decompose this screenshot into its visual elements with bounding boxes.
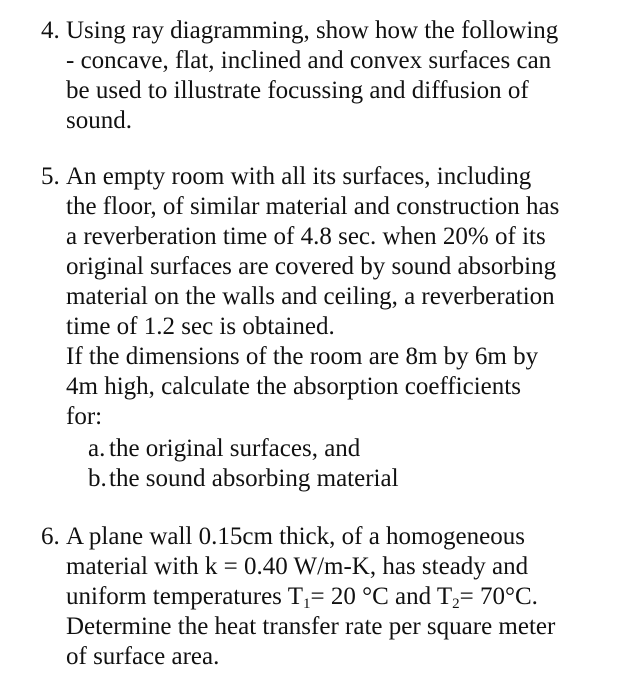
question-text-line: 4m high, calculate the absorption coefficients — [66, 373, 521, 400]
question-text-line: material with k = 0.40 W/m-K, has steady and — [66, 553, 529, 580]
question-text-line: original surfaces are covered by sound absorbing — [66, 253, 557, 280]
temperature-suffix: = 70°C. — [459, 583, 538, 610]
subitem-text: the sound absorbing material — [109, 465, 399, 492]
temperature-line — [66, 582, 538, 612]
question-number: 6. — [41, 523, 60, 550]
question-text-line: time of 1.2 sec is obtained. — [66, 313, 335, 340]
temperature-middle: = 20 °C and T — [310, 583, 453, 610]
question-text-line: for: — [66, 403, 103, 430]
subscript-1: 1 — [302, 596, 311, 612]
question-text-line: A plane wall 0.15cm thick, of a homogeneous — [66, 523, 525, 550]
subitem-text: the original surfaces, and — [109, 435, 361, 462]
question-text-line: - concave, flat, inclined and convex surfaces can — [66, 47, 552, 74]
question-text-line: Using ray diagramming, show how the following — [66, 17, 559, 44]
question-text-line: of surface area. — [66, 643, 220, 670]
question-number: 5. — [41, 163, 60, 190]
temperature-prefix: uniform temperatures T — [66, 583, 303, 610]
question-text-line: the floor, of similar material and construction has — [66, 193, 560, 220]
question-text-line: material on the walls and ceiling, a reverberation — [66, 283, 555, 310]
subscript-2: 2 — [452, 596, 460, 612]
question-text-line: If the dimensions of the room are 8m by 6m by — [66, 343, 539, 370]
question-text-line: An empty room with all its surfaces, including — [66, 163, 532, 190]
question-number: 4. — [41, 17, 60, 44]
question-text-line: Determine the heat transfer rate per square meter — [66, 613, 556, 640]
question-text-line: be used to illustrate focussing and diffusion of — [66, 77, 529, 104]
subitem-label: a. — [88, 435, 106, 462]
question-text-line: sound. — [66, 107, 132, 134]
subitem-label: b. — [88, 465, 107, 492]
question-text-line: a reverberation time of 4.8 sec. when 20% of its — [66, 223, 546, 250]
